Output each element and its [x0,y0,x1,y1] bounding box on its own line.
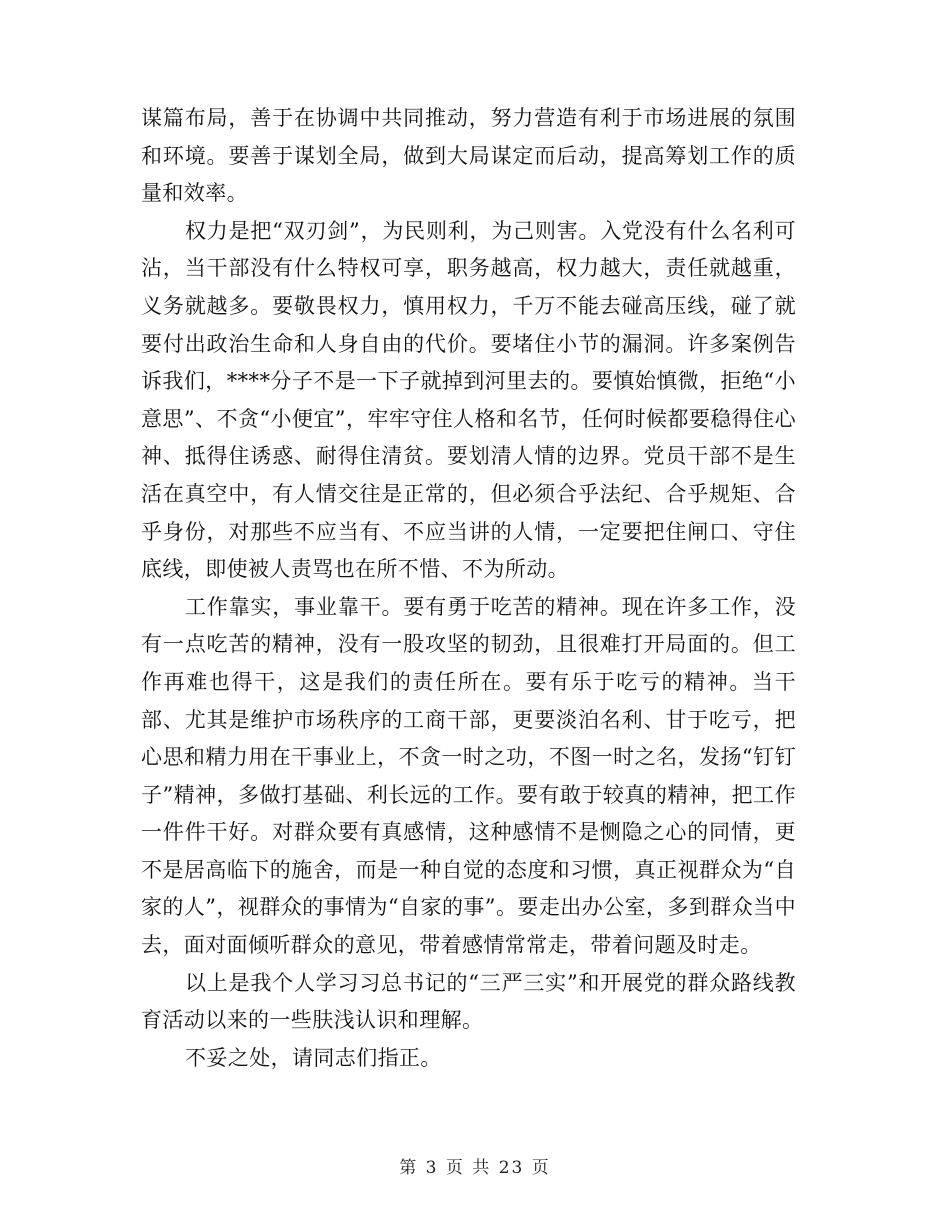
paragraph-summary: 以上是我个人学习习总书记的“三严三实”和开展党的群众路线教育活动以来的一些肤浅认识和理解。 [141,970,796,1033]
page-number-footer: 第 3 页 共 23 页 [399,1158,551,1178]
paragraph-closing: 不妥之处，请同志们指正。 [185,1045,442,1070]
paragraph-work: 工作靠实，事业靠干。要有勇于吃苦的精神。现在许多工作，没有一点吃苦的精神，没有一股攻坚的韧劲，且很难打开局面的。但工作再难也得干，这是我们的责任所在。要有乐于吃亏的精神。当干部、尤其是维护市场秩序的工商干部，更要淡泊名利、甘于吃亏，把心思和精力用在干事业上，不贪一时之功，不图一时之名，发扬“钉钉子”精神，多做打基础、利长远的工作。要有敢于较真的精神，把工作一件件干好。对群众要有真感情，这种感情不是恻隐之心的同情，更不是居高临下的施舍，而是一种自觉的态度和习惯，真正视群众为“自家的人”，视群众的事情为“自家的事”。要走出办公室，多到群众当中去，面对面倾听群众的意见，带着感情常常走，带着问题及时走。 [141,594,796,958]
paragraph-continuation: 谋篇布局，善于在协调中共同推动，努力营造有利于市场进展的氛围和环境。要善于谋划全局，做到大局谋定而后动，提高筹划工作的质量和效率。 [141,106,796,206]
paragraph-power: 权力是把“双刃剑”，为民则利，为己则害。入党没有什么名利可沾，当干部没有什么特权可享，职务越高，权力越大，责任就越重，义务就越多。要敬畏权力，慎用权力，千万不能去碰高压线，碰了就要付出政治生命和人身自由的代价。要堵住小节的漏洞。许多案例告诉我们，****分子不是一下子就掉到河里去的。要慎始慎微，拒绝“小意思”、不贪“小便宜”，牢牢守住人格和名节，任何时候都要稳得住心神、抵得住诱惑、耐得住清贫。要划清人情的边界。党员干部不是生活在真空中，有人情交往是正常的，但必须合乎法纪、合乎规矩、合乎身份，对那些不应当有、不应当讲的人情，一定要把住闸口、守住底线，即使被人责骂也在所不惜、不为所动。 [141,218,796,582]
body-text [141,100,796,1077]
